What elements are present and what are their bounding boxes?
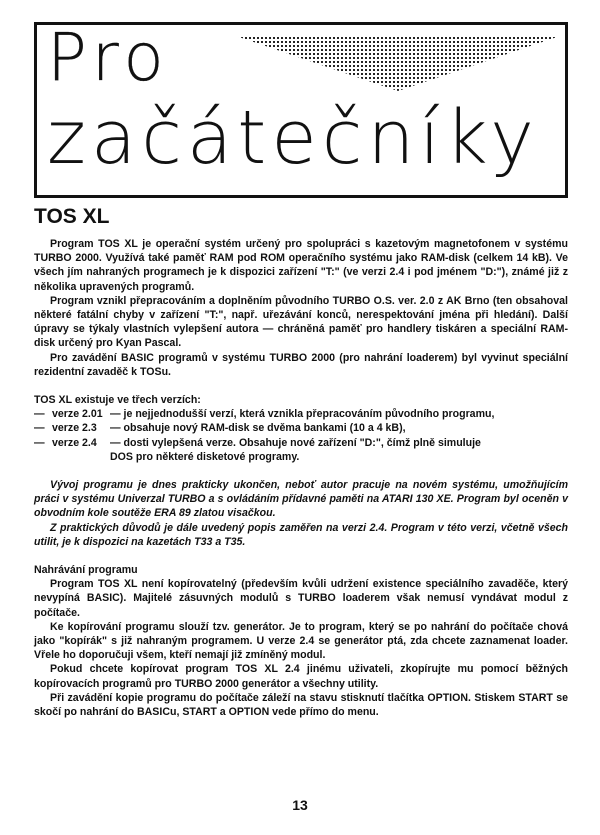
banner-title-line2: začátečníky [47,95,539,181]
paragraph: Pokud chcete kopírovat program TOS XL 2.4 jinému uživateli, zkopírujte mu pomocí běžných kopírovacích programů pro TURBO 2000 generátor a všechny utility. [34,663,568,690]
list-item [34,407,568,421]
version-name: verze 2.4 [52,436,97,449]
version-name: verze 2.01 [52,408,103,421]
section-heading: Nahrávání programu [34,564,138,577]
paragraph: Při zavádění kopie programu do počítače záleží na stavu stisknutí tlačítka OPTION. Stiskem START se skočí po nahrání do BASICu, START a OPTION vede přímo do menu. [34,691,568,719]
paragraph: Program vznikl přepracováním a doplněním původního TURBO O.S. ver. 2.0 z AK Brno (ten obsahoval některé fatální chyby v zařízení "T:", např. uřezávání konců, nerespektování jména při hledání). Další úpravy se týkaly vlastních vylepšení autora — chráněná paměť pro handlery tiskáren a speciální RAM-disk určený pro Kyan Pascal. [34,294,568,350]
versions-heading: TOS XL existuje ve třech verzích: [34,394,201,407]
paragraph: Vývoj programu je dnes prakticky ukončen, neboť autor pracuje na novém systému, umožňujícím práci v systému Univerzal TURBO a s ovládáním přídavné paměti na ATARI 130 XE. Program byl oceněn v obvodním kole soutěže ERA 89 zlatou visačkou. [34,479,568,520]
list-dash: — [34,436,45,449]
paragraph: Ke kopírování programu slouží tzv. generátor. Je to program, který se po nahrání do počítače chová jako "kopírák" s již nahraným programem. U verze 2.4 se generátor ptá, zda chcete zaznamenat loader. Vřele ho doporučuji všem, kteří nemají již zmíněný modul. [34,620,568,662]
paragraph: Z praktických důvodů je dále uvedený popis zaměřen na verzi 2.4. Program v této verzi, včetně všech utilit, je k dispozici na kazetách T33 a T35. [34,521,568,548]
list-dash: — [34,422,45,435]
version-text-continuation: DOS pro některé disketové programy. [110,450,300,463]
section-banner [34,19,568,198]
paragraph: Program TOS XL není kopírovatelný (především kvůli udržení existence speciálního zavaděče, který nevypíná BASIC). Majitelé zásuvných modulů s TURBO loaderem však nemusí vyndávat modul z počítače. [34,578,568,619]
banner-zigzag-decoration [233,33,563,93]
page-number: 13 [292,797,308,813]
version-text: — je nejjednodušší verzí, která vznikla přepracováním původního programu, [110,408,495,421]
version-text: — obsahuje nový RAM-disk se dvěma bankami (10 a 4 kB), [110,422,406,435]
paragraph: Program TOS XL je operační systém určený pro spolupráci s kazetovým magnetofonem v systému TURBO 2000. Využívá také paměť RAM pod ROM operačního systému jako RAM-disk (celkem 14 kB). Ve všech jím nahraných programech je k dispozici zařízení "T:" (ve verzi 2.4 i pod jménem "D:"), známé již z několika upravených programů. [34,238,568,293]
banner-title-line1: Pro [47,19,170,96]
article-body [34,237,568,719]
italic-note [34,478,568,549]
article-title: TOS XL [34,205,110,228]
version-name: verze 2.3 [52,422,97,435]
version-text: — dosti vylepšená verze. Obsahuje nové zařízení "D:", čímž plně simuluje [110,436,481,449]
versions-list [34,407,568,464]
paragraph: Pro zavádění BASIC programů v systému TURBO 2000 (pro nahrání loaderem) byl vyvinut speciální rezidentní zavaděč k TOSu. [34,351,568,378]
list-item [34,436,568,450]
list-item [34,421,568,435]
list-dash: — [34,408,45,421]
